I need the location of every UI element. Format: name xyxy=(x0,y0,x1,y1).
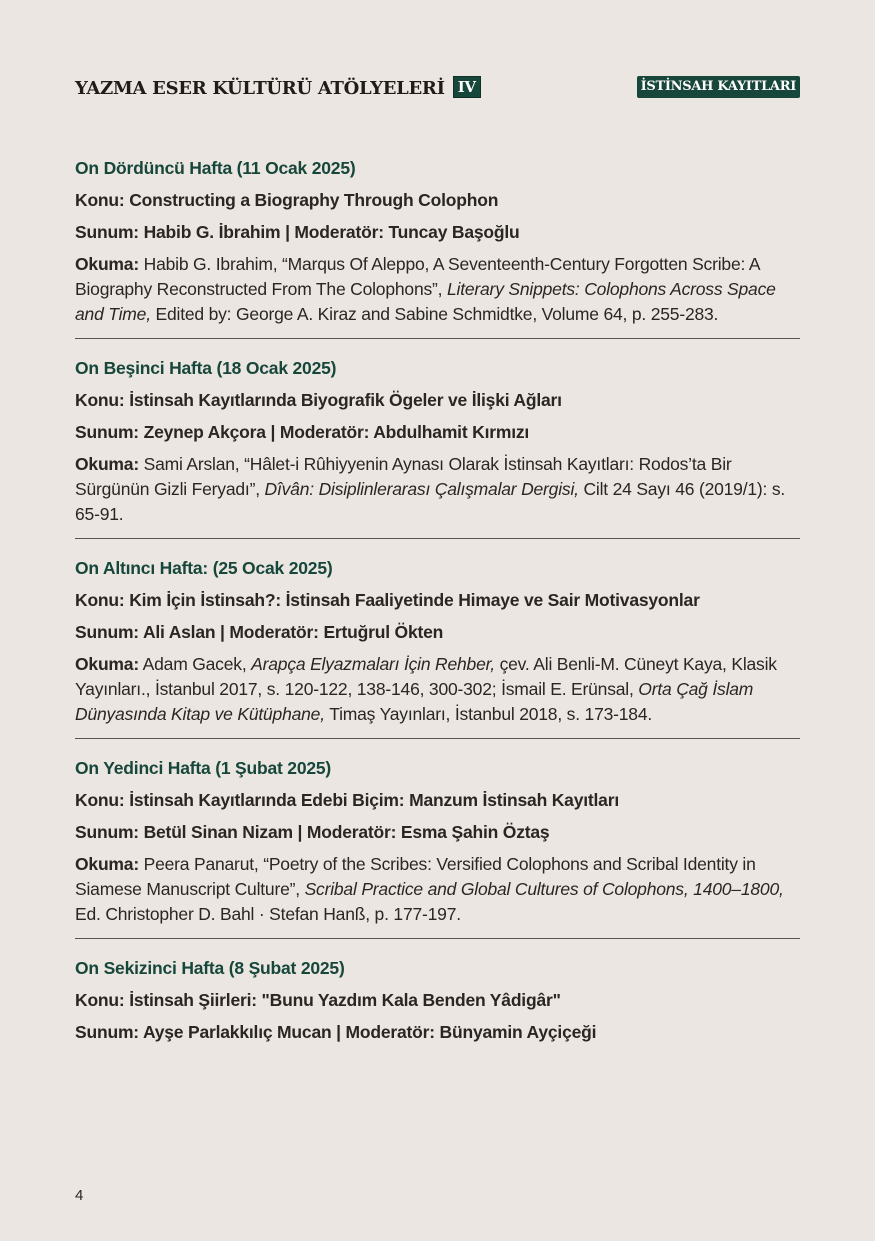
reading-italic: Arapça Elyazmaları İçin Rehber, xyxy=(251,654,495,674)
week-18 xyxy=(75,953,800,1044)
week-reading xyxy=(75,452,800,527)
reading-italic: Orta Çağ İslam Dünyasında Kitap ve Kütüphane, xyxy=(75,679,754,724)
series-title-text: YAZMA ESER KÜLTÜRÜ ATÖLYELERİ xyxy=(75,78,445,99)
reading-italic: Scribal Practice and Global Cultures of Colophons, 1400–1800, xyxy=(304,879,784,899)
reading-text: Ed. Christopher D. Bahl · Stefan Hanß, p. 177-197. xyxy=(75,904,461,924)
reading-text: Cilt 24 Sayı 46 (2019/1): s. 65-91. xyxy=(75,479,786,524)
week-15 xyxy=(75,353,800,539)
week-16 xyxy=(75,553,800,739)
series-title xyxy=(75,76,481,101)
divider xyxy=(75,738,800,739)
week-topic: Konu: İstinsah Kayıtlarında Biyografik Ögeler ve İlişki Ağları xyxy=(75,390,562,410)
reading-text: Sami Arslan, “Hâlet-i Rûhiyyenin Aynası Olarak İstinsah Kayıtları: Rodos’ta Bir Sürgünün Gizli Feryadı”, xyxy=(75,454,732,499)
page-header xyxy=(75,76,800,102)
divider xyxy=(75,938,800,939)
reading-text: Edited by: George A. Kiraz and Sabine Schmidtke, Volume 64, p. 255-283. xyxy=(150,304,719,324)
week-topic: Konu: Constructing a Biography Through Colophon xyxy=(75,190,499,210)
week-topic: Konu: Kim İçin İstinsah?: İstinsah Faaliyetinde Himaye ve Sair Motivasyonlar xyxy=(75,590,700,610)
week-presenter: Sunum: Habib G. İbrahim | Moderatör: Tuncay Başoğlu xyxy=(75,222,520,242)
divider xyxy=(75,338,800,339)
divider xyxy=(75,538,800,539)
week-reading xyxy=(75,852,800,927)
week-reading xyxy=(75,252,800,327)
week-title: On Altıncı Hafta: (25 Ocak 2025) xyxy=(75,558,333,578)
reading-label: Okuma: xyxy=(75,854,139,874)
reading-text: Peera Panarut, “Poetry of the Scribes: Versified Colophons and Scribal Identity in Siamese Manuscript Culture”, xyxy=(75,854,756,899)
section-badge: İSTİNSAH KAYITLARI xyxy=(637,76,800,98)
reading-text: Timaş Yayınları, İstanbul 2018, s. 173-184. xyxy=(324,704,653,724)
schedule xyxy=(75,153,800,1052)
week-17 xyxy=(75,753,800,939)
week-presenter: Sunum: Zeynep Akçora | Moderatör: Abdulhamit Kırmızı xyxy=(75,422,530,442)
reading-text: Adam Gacek, xyxy=(138,654,252,674)
week-title: On Dördüncü Hafta (11 Ocak 2025) xyxy=(75,158,356,178)
reading-label: Okuma: xyxy=(75,254,139,274)
reading-italic: Dîvân: Disiplinlerarası Çalışmalar Dergisi, xyxy=(264,479,579,499)
week-14 xyxy=(75,153,800,339)
reading-text: Habib G. Ibrahim, “Marqus Of Aleppo, A Seventeenth-Century Forgotten Scribe: A Biography Reconstructed From The Colophons”, xyxy=(75,254,760,299)
volume-badge: IV xyxy=(453,76,481,98)
week-title: On Sekizinci Hafta (8 Şubat 2025) xyxy=(75,958,345,978)
week-title: On Beşinci Hafta (18 Ocak 2025) xyxy=(75,358,337,378)
reading-label: Okuma: xyxy=(75,454,139,474)
reading-label: Okuma: xyxy=(75,654,139,674)
reading-text: çev. Ali Benli-M. Cüneyt Kaya, Klasik Yayınları., İstanbul 2017, s. 120-122, 138-146, 300-302; İsmail E. Erünsal, xyxy=(75,654,777,699)
week-title: On Yedinci Hafta (1 Şubat 2025) xyxy=(75,758,332,778)
reading-italic: Literary Snippets: Colophons Across Space and Time, xyxy=(75,279,776,324)
page-number: 4 xyxy=(75,1187,84,1204)
week-topic: Konu: İstinsah Kayıtlarında Edebi Biçim: Manzum İstinsah Kayıtları xyxy=(75,790,619,810)
week-topic: Konu: İstinsah Şiirleri: "Bunu Yazdım Kala Benden Yâdigâr" xyxy=(75,990,561,1010)
week-presenter: Sunum: Ali Aslan | Moderatör: Ertuğrul Ökten xyxy=(75,622,444,642)
week-presenter: Sunum: Ayşe Parlakkılıç Mucan | Moderatör: Bünyamin Ayçiçeği xyxy=(75,1022,597,1042)
week-reading xyxy=(75,652,800,727)
week-presenter: Sunum: Betül Sinan Nizam | Moderatör: Esma Şahin Öztaş xyxy=(75,822,550,842)
